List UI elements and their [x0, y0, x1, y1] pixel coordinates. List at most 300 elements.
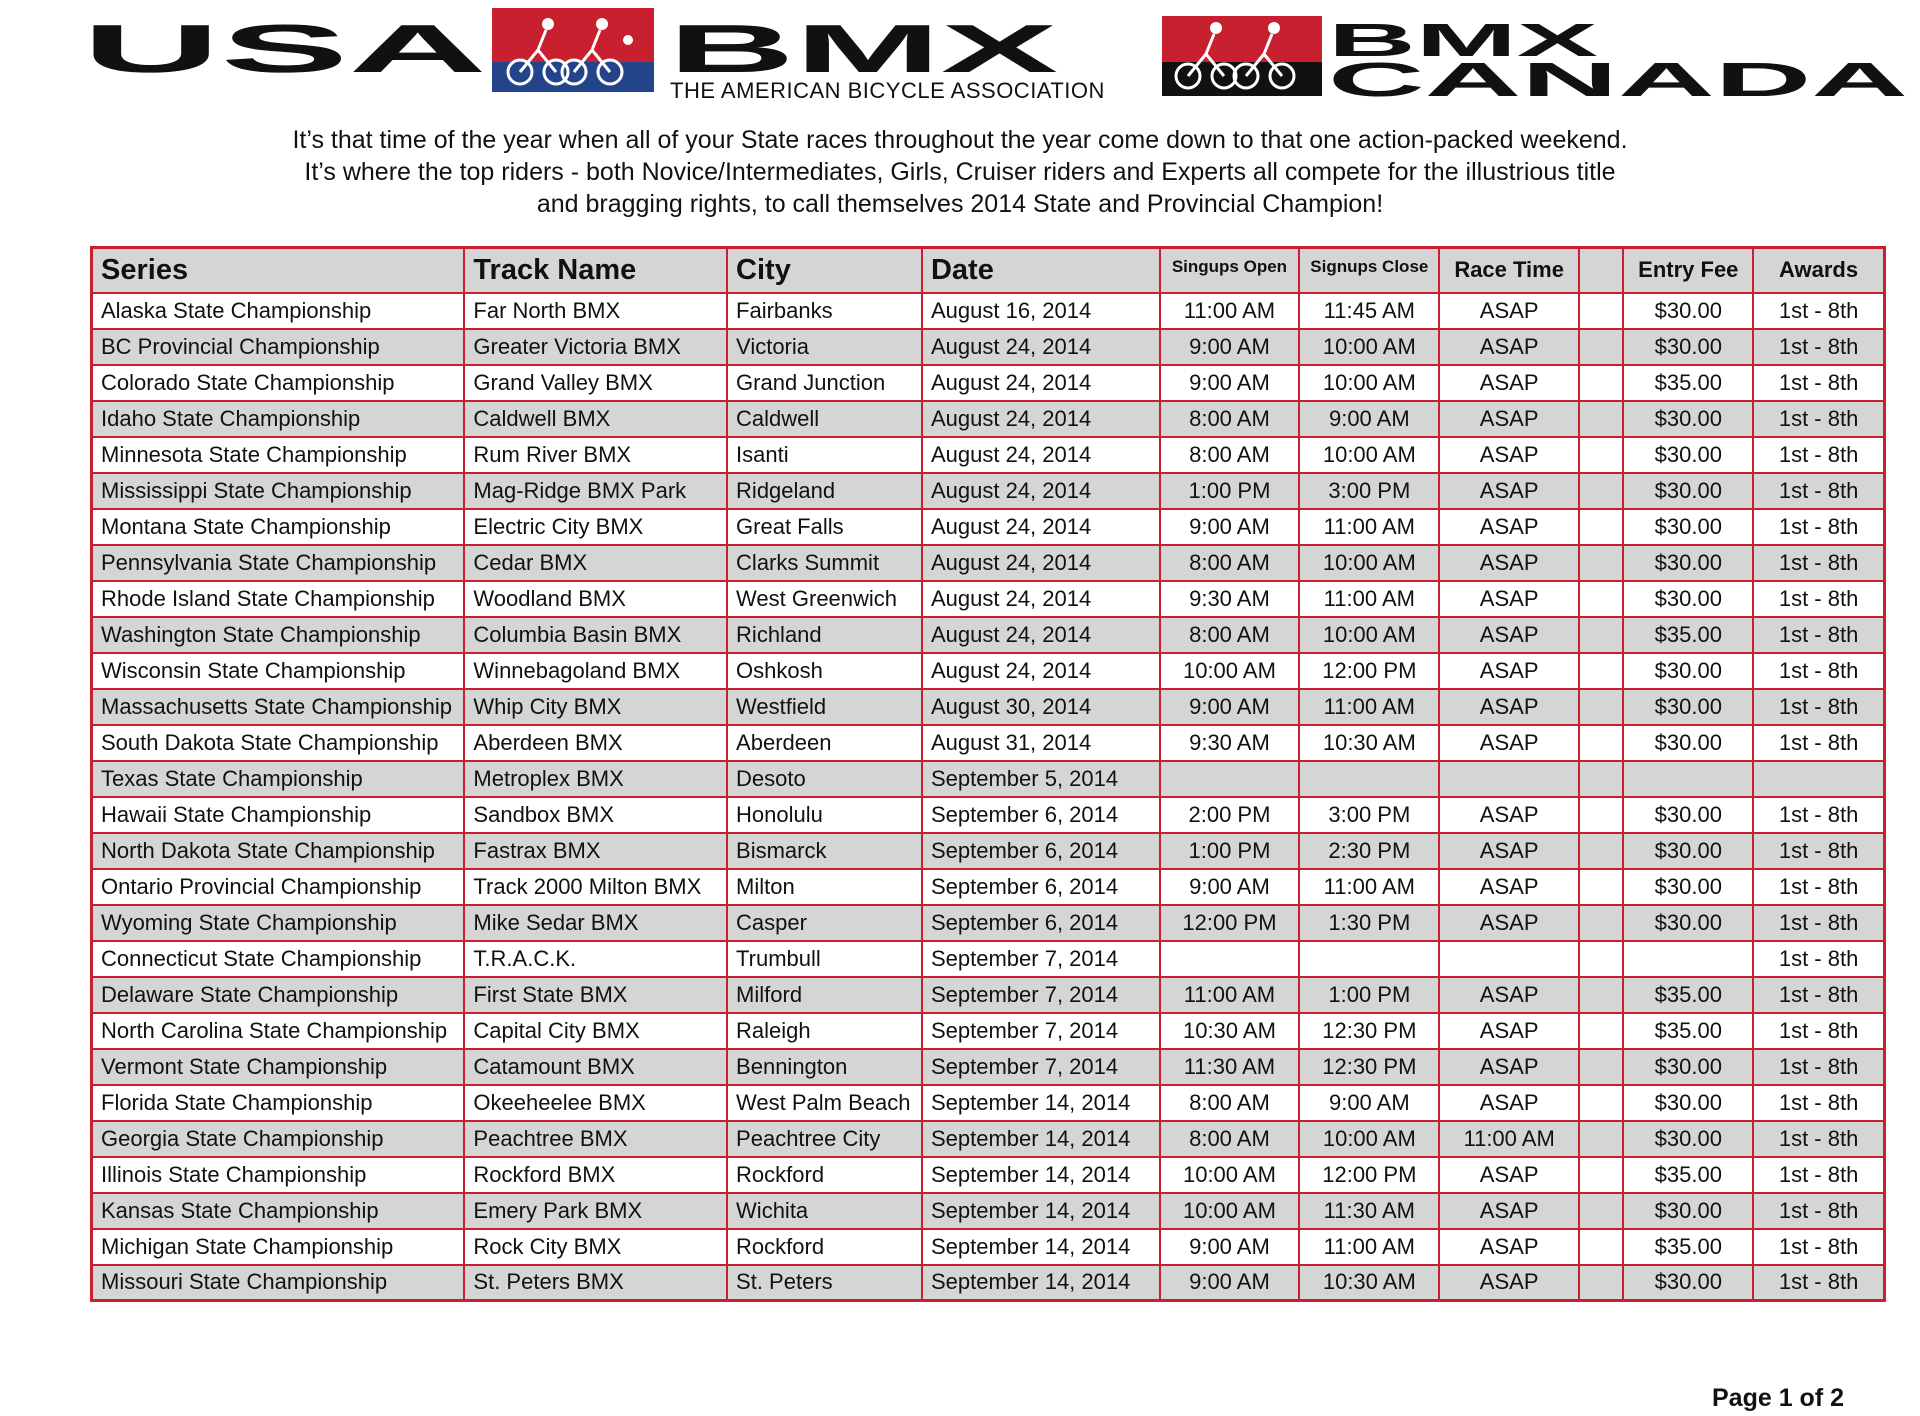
cell-date: September 7, 2014 — [922, 1049, 1160, 1085]
cell-blank — [1579, 401, 1623, 437]
cell-series: Kansas State Championship — [92, 1193, 465, 1229]
cell-city: Fairbanks — [727, 293, 922, 329]
cell-city: Oshkosh — [727, 653, 922, 689]
cell-entry-fee: $30.00 — [1623, 473, 1753, 509]
cell-awards: 1st - 8th — [1753, 581, 1884, 617]
cell-entry-fee: $30.00 — [1623, 509, 1753, 545]
cell-signups-close: 12:30 PM — [1299, 1013, 1439, 1049]
cell-signups-close: 12:00 PM — [1299, 1157, 1439, 1193]
cell-awards: 1st - 8th — [1753, 1265, 1884, 1301]
cell-entry-fee — [1623, 761, 1753, 797]
cell-signups-close: 10:00 AM — [1299, 329, 1439, 365]
cell-signups-close: 11:30 AM — [1299, 1193, 1439, 1229]
cell-entry-fee: $30.00 — [1623, 545, 1753, 581]
cell-awards: 1st - 8th — [1753, 689, 1884, 725]
cell-series: Vermont State Championship — [92, 1049, 465, 1085]
cell-signups-open: 9:00 AM — [1160, 689, 1300, 725]
cell-series: Idaho State Championship — [92, 401, 465, 437]
cell-signups-open: 8:00 AM — [1160, 545, 1300, 581]
cell-race-time: ASAP — [1439, 869, 1579, 905]
cell-signups-close: 10:00 AM — [1299, 545, 1439, 581]
cell-track-name: Caldwell BMX — [464, 401, 727, 437]
cell-date: August 16, 2014 — [922, 293, 1160, 329]
cell-track-name: Mike Sedar BMX — [464, 905, 727, 941]
cell-date: August 24, 2014 — [922, 473, 1160, 509]
cell-signups-open: 8:00 AM — [1160, 1121, 1300, 1157]
cell-signups-close: 11:00 AM — [1299, 581, 1439, 617]
usa-wordmark — [82, 11, 487, 87]
cell-race-time: ASAP — [1439, 617, 1579, 653]
cell-series: Rhode Island State Championship — [92, 581, 465, 617]
table-header-row — [92, 248, 1885, 293]
header-signups-close: Signups Close — [1299, 248, 1439, 293]
cell-date: August 24, 2014 — [922, 581, 1160, 617]
cell-signups-open: 9:00 AM — [1160, 365, 1300, 401]
cell-track-name: Sandbox BMX — [464, 797, 727, 833]
cell-signups-open: 9:30 AM — [1160, 725, 1300, 761]
cell-blank — [1579, 1013, 1623, 1049]
cell-series: BC Provincial Championship — [92, 329, 465, 365]
intro-line-2: It’s where the top riders - both Novice/Intermediates, Girls, Cruiser riders and Experts all compete for the illustrious title — [304, 158, 1616, 186]
cell-signups-close: 12:00 PM — [1299, 653, 1439, 689]
cell-signups-open: 9:00 AM — [1160, 329, 1300, 365]
cell-race-time: ASAP — [1439, 329, 1579, 365]
cell-city: West Palm Beach — [727, 1085, 922, 1121]
header-blank — [1579, 248, 1623, 293]
cell-blank — [1579, 1157, 1623, 1193]
cell-series: South Dakota State Championship — [92, 725, 465, 761]
cell-entry-fee: $30.00 — [1623, 797, 1753, 833]
cell-track-name: Capital City BMX — [464, 1013, 727, 1049]
cell-awards — [1753, 761, 1884, 797]
cell-track-name: Greater Victoria BMX — [464, 329, 727, 365]
cell-entry-fee: $30.00 — [1623, 1085, 1753, 1121]
cell-entry-fee: $30.00 — [1623, 401, 1753, 437]
cell-blank — [1579, 1121, 1623, 1157]
cell-series: Hawaii State Championship — [92, 797, 465, 833]
cell-blank — [1579, 833, 1623, 869]
cell-date: September 14, 2014 — [922, 1121, 1160, 1157]
cell-date: August 24, 2014 — [922, 365, 1160, 401]
cell-date: September 6, 2014 — [922, 833, 1160, 869]
cell-signups-open: 8:00 AM — [1160, 617, 1300, 653]
cell-entry-fee: $35.00 — [1623, 617, 1753, 653]
cell-race-time: ASAP — [1439, 689, 1579, 725]
canada-bmx-word: BMX — [1328, 14, 1599, 66]
cell-awards: 1st - 8th — [1753, 905, 1884, 941]
cell-blank — [1579, 905, 1623, 941]
table-row — [92, 725, 1885, 761]
cell-track-name: Rockford BMX — [464, 1157, 727, 1193]
cell-signups-open: 1:00 PM — [1160, 473, 1300, 509]
cell-signups-close — [1299, 941, 1439, 977]
cell-entry-fee: $35.00 — [1623, 365, 1753, 401]
cell-signups-close: 3:00 PM — [1299, 473, 1439, 509]
cell-track-name: First State BMX — [464, 977, 727, 1013]
cell-awards: 1st - 8th — [1753, 1229, 1884, 1265]
cell-series: Mississippi State Championship — [92, 473, 465, 509]
cell-blank — [1579, 689, 1623, 725]
cell-series: Connecticut State Championship — [92, 941, 465, 977]
cell-entry-fee: $30.00 — [1623, 689, 1753, 725]
cell-race-time: ASAP — [1439, 581, 1579, 617]
cell-series: Wyoming State Championship — [92, 905, 465, 941]
cell-awards: 1st - 8th — [1753, 941, 1884, 977]
cell-signups-open: 1:00 PM — [1160, 833, 1300, 869]
cell-track-name: T.R.A.C.K. — [464, 941, 727, 977]
cell-track-name: Peachtree BMX — [464, 1121, 727, 1157]
table-row — [92, 1121, 1885, 1157]
cell-awards: 1st - 8th — [1753, 437, 1884, 473]
cell-entry-fee: $30.00 — [1623, 869, 1753, 905]
cell-blank — [1579, 941, 1623, 977]
cell-blank — [1579, 545, 1623, 581]
cell-signups-open — [1160, 941, 1300, 977]
cell-race-time: ASAP — [1439, 905, 1579, 941]
table-row — [92, 1085, 1885, 1121]
table-row — [92, 905, 1885, 941]
cell-entry-fee: $30.00 — [1623, 725, 1753, 761]
cell-date: September 14, 2014 — [922, 1193, 1160, 1229]
cell-city: Bennington — [727, 1049, 922, 1085]
cell-race-time: ASAP — [1439, 833, 1579, 869]
cell-series: Missouri State Championship — [92, 1265, 465, 1301]
table-row — [92, 689, 1885, 725]
cell-signups-close: 10:00 AM — [1299, 437, 1439, 473]
cell-signups-open: 11:30 AM — [1160, 1049, 1300, 1085]
cell-city: Richland — [727, 617, 922, 653]
cell-race-time: ASAP — [1439, 509, 1579, 545]
cell-signups-close: 11:00 AM — [1299, 689, 1439, 725]
cell-race-time: ASAP — [1439, 1049, 1579, 1085]
table-row — [92, 1193, 1885, 1229]
cell-city: Clarks Summit — [727, 545, 922, 581]
cell-track-name: Columbia Basin BMX — [464, 617, 727, 653]
cell-city: Trumbull — [727, 941, 922, 977]
cell-signups-open: 9:00 AM — [1160, 869, 1300, 905]
cell-signups-open: 9:00 AM — [1160, 1229, 1300, 1265]
table-row — [92, 581, 1885, 617]
cell-awards: 1st - 8th — [1753, 833, 1884, 869]
header-date: Date — [922, 248, 1160, 293]
cell-signups-close: 2:30 PM — [1299, 833, 1439, 869]
cell-city: Casper — [727, 905, 922, 941]
table-row — [92, 365, 1885, 401]
cell-entry-fee: $30.00 — [1623, 293, 1753, 329]
cell-blank — [1579, 617, 1623, 653]
cell-track-name: Emery Park BMX — [464, 1193, 727, 1229]
cell-date: August 31, 2014 — [922, 725, 1160, 761]
cell-race-time: 11:00 AM — [1439, 1121, 1579, 1157]
table-row — [92, 977, 1885, 1013]
cell-track-name: Fastrax BMX — [464, 833, 727, 869]
cell-city: Wichita — [727, 1193, 922, 1229]
cell-blank — [1579, 1193, 1623, 1229]
cell-race-time: ASAP — [1439, 545, 1579, 581]
abca-tagline: THE AMERICAN BICYCLE ASSOCIATION — [670, 78, 1105, 103]
table-row — [92, 941, 1885, 977]
cell-date: September 14, 2014 — [922, 1229, 1160, 1265]
cell-entry-fee: $30.00 — [1623, 437, 1753, 473]
cell-series: Montana State Championship — [92, 509, 465, 545]
cell-awards: 1st - 8th — [1753, 1013, 1884, 1049]
cell-date: August 24, 2014 — [922, 437, 1160, 473]
cell-series: Michigan State Championship — [92, 1229, 465, 1265]
cell-city: Aberdeen — [727, 725, 922, 761]
cell-city: Desoto — [727, 761, 922, 797]
cell-race-time: ASAP — [1439, 1085, 1579, 1121]
header-entry-fee: Entry Fee — [1623, 248, 1753, 293]
cell-signups-open: 10:30 AM — [1160, 1013, 1300, 1049]
cell-track-name: Grand Valley BMX — [464, 365, 727, 401]
cell-date: August 24, 2014 — [922, 545, 1160, 581]
table-row — [92, 1157, 1885, 1193]
cell-race-time: ASAP — [1439, 401, 1579, 437]
cell-awards: 1st - 8th — [1753, 473, 1884, 509]
cell-city: Peachtree City — [727, 1121, 922, 1157]
cell-series: Pennsylvania State Championship — [92, 545, 465, 581]
cell-race-time: ASAP — [1439, 1193, 1579, 1229]
cell-date: September 7, 2014 — [922, 941, 1160, 977]
cell-city: Honolulu — [727, 797, 922, 833]
logo-header — [0, 0, 1920, 112]
cell-race-time — [1439, 761, 1579, 797]
cell-signups-open: 10:00 AM — [1160, 1193, 1300, 1229]
bmx-canada-badge-icon — [1162, 16, 1322, 96]
cell-signups-close: 1:00 PM — [1299, 977, 1439, 1013]
cell-race-time: ASAP — [1439, 653, 1579, 689]
cell-signups-open: 11:00 AM — [1160, 293, 1300, 329]
cell-awards: 1st - 8th — [1753, 1157, 1884, 1193]
header-awards: Awards — [1753, 248, 1884, 293]
cell-track-name: Rock City BMX — [464, 1229, 727, 1265]
cell-awards: 1st - 8th — [1753, 869, 1884, 905]
cell-series: Washington State Championship — [92, 617, 465, 653]
header-signups-open: Singups Open — [1160, 248, 1300, 293]
cell-track-name: Cedar BMX — [464, 545, 727, 581]
cell-entry-fee: $30.00 — [1623, 905, 1753, 941]
cell-signups-open: 10:00 AM — [1160, 1157, 1300, 1193]
cell-signups-open: 9:30 AM — [1160, 581, 1300, 617]
cell-awards: 1st - 8th — [1753, 509, 1884, 545]
table-row — [92, 617, 1885, 653]
cell-signups-close: 10:00 AM — [1299, 365, 1439, 401]
cell-track-name: Metroplex BMX — [464, 761, 727, 797]
cell-signups-close — [1299, 761, 1439, 797]
cell-awards: 1st - 8th — [1753, 293, 1884, 329]
cell-blank — [1579, 581, 1623, 617]
cell-date: September 14, 2014 — [922, 1265, 1160, 1301]
cell-blank — [1579, 473, 1623, 509]
cell-date: September 14, 2014 — [922, 1085, 1160, 1121]
cell-race-time — [1439, 941, 1579, 977]
cell-series: Wisconsin State Championship — [92, 653, 465, 689]
cell-track-name: Electric City BMX — [464, 509, 727, 545]
cell-date: September 6, 2014 — [922, 905, 1160, 941]
cell-series: Massachusetts State Championship — [92, 689, 465, 725]
cell-signups-close: 10:00 AM — [1299, 617, 1439, 653]
cell-city: Raleigh — [727, 1013, 922, 1049]
cell-signups-close: 10:30 AM — [1299, 1265, 1439, 1301]
cell-city: Ridgeland — [727, 473, 922, 509]
cell-signups-close: 11:00 AM — [1299, 869, 1439, 905]
cell-signups-open — [1160, 761, 1300, 797]
cell-entry-fee: $30.00 — [1623, 581, 1753, 617]
cell-race-time: ASAP — [1439, 437, 1579, 473]
cell-blank — [1579, 1049, 1623, 1085]
table-row — [92, 509, 1885, 545]
cell-blank — [1579, 1229, 1623, 1265]
table-row — [92, 1265, 1885, 1301]
table-row — [92, 293, 1885, 329]
table-row — [92, 437, 1885, 473]
cell-city: Isanti — [727, 437, 922, 473]
cell-track-name: Mag-Ridge BMX Park — [464, 473, 727, 509]
cell-series: North Dakota State Championship — [92, 833, 465, 869]
cell-date: September 6, 2014 — [922, 797, 1160, 833]
cell-track-name: St. Peters BMX — [464, 1265, 727, 1301]
cell-signups-close: 1:30 PM — [1299, 905, 1439, 941]
cell-date: September 7, 2014 — [922, 977, 1160, 1013]
cell-blank — [1579, 293, 1623, 329]
cell-series: Ontario Provincial Championship — [92, 869, 465, 905]
cell-date: August 24, 2014 — [922, 653, 1160, 689]
cell-signups-open: 9:00 AM — [1160, 1265, 1300, 1301]
cell-awards: 1st - 8th — [1753, 1121, 1884, 1157]
cell-race-time: ASAP — [1439, 1229, 1579, 1265]
cell-awards: 1st - 8th — [1753, 977, 1884, 1013]
cell-date: September 14, 2014 — [922, 1157, 1160, 1193]
cell-city: West Greenwich — [727, 581, 922, 617]
cell-city: Rockford — [727, 1157, 922, 1193]
cell-series: Minnesota State Championship — [92, 437, 465, 473]
cell-series: Illinois State Championship — [92, 1157, 465, 1193]
cell-track-name: Whip City BMX — [464, 689, 727, 725]
intro-line-1: It’s that time of the year when all of your State races throughout the year come down to that one action-packed weekend. — [292, 126, 1628, 154]
cell-entry-fee: $35.00 — [1623, 977, 1753, 1013]
cell-entry-fee: $30.00 — [1623, 1265, 1753, 1301]
cell-awards: 1st - 8th — [1753, 617, 1884, 653]
cell-track-name: Track 2000 Milton BMX — [464, 869, 727, 905]
header-track-name: Track Name — [464, 248, 727, 293]
header-city: City — [727, 248, 922, 293]
header-series: Series — [92, 248, 465, 293]
table-row — [92, 1013, 1885, 1049]
cell-blank — [1579, 869, 1623, 905]
cell-race-time: ASAP — [1439, 365, 1579, 401]
table-row — [92, 329, 1885, 365]
cell-signups-open: 8:00 AM — [1160, 1085, 1300, 1121]
cell-blank — [1579, 797, 1623, 833]
cell-track-name: Okeeheelee BMX — [464, 1085, 727, 1121]
table-row — [92, 1229, 1885, 1265]
table-row — [92, 761, 1885, 797]
cell-awards: 1st - 8th — [1753, 1193, 1884, 1229]
cell-race-time: ASAP — [1439, 797, 1579, 833]
cell-entry-fee: $35.00 — [1623, 1157, 1753, 1193]
cell-series: Georgia State Championship — [92, 1121, 465, 1157]
cell-signups-close: 9:00 AM — [1299, 1085, 1439, 1121]
cell-signups-close: 11:00 AM — [1299, 1229, 1439, 1265]
cell-series: Colorado State Championship — [92, 365, 465, 401]
cell-series: Delaware State Championship — [92, 977, 465, 1013]
table-row — [92, 545, 1885, 581]
cell-signups-open: 8:00 AM — [1160, 437, 1300, 473]
cell-track-name: Catamount BMX — [464, 1049, 727, 1085]
cell-awards: 1st - 8th — [1753, 365, 1884, 401]
cell-date: September 5, 2014 — [922, 761, 1160, 797]
cell-track-name: Far North BMX — [464, 293, 727, 329]
cell-city: Great Falls — [727, 509, 922, 545]
cell-date: September 6, 2014 — [922, 869, 1160, 905]
cell-series: Florida State Championship — [92, 1085, 465, 1121]
cell-track-name: Woodland BMX — [464, 581, 727, 617]
cell-entry-fee: $30.00 — [1623, 329, 1753, 365]
table-body — [92, 293, 1885, 1301]
intro-line-3: and bragging rights, to call themselves 2014 State and Provincial Champion! — [536, 190, 1384, 218]
canada-word: CANADA — [1328, 54, 1908, 107]
cell-city: Rockford — [727, 1229, 922, 1265]
cell-city: Victoria — [727, 329, 922, 365]
cell-city: Caldwell — [727, 401, 922, 437]
cell-awards: 1st - 8th — [1753, 329, 1884, 365]
cell-signups-close: 12:30 PM — [1299, 1049, 1439, 1085]
cell-signups-close: 11:45 AM — [1299, 293, 1439, 329]
cell-awards: 1st - 8th — [1753, 401, 1884, 437]
cell-entry-fee: $35.00 — [1623, 1229, 1753, 1265]
cell-signups-close: 10:00 AM — [1299, 1121, 1439, 1157]
cell-signups-close: 3:00 PM — [1299, 797, 1439, 833]
usa-word: USA — [82, 11, 488, 87]
cell-series: Alaska State Championship — [92, 293, 465, 329]
usa-bmx-badge-icon — [492, 8, 654, 92]
table-row — [92, 1049, 1885, 1085]
cell-entry-fee: $35.00 — [1623, 1013, 1753, 1049]
table-row — [92, 473, 1885, 509]
cell-blank — [1579, 1085, 1623, 1121]
page-number: Page 1 of 2 — [1712, 1384, 1844, 1412]
cell-blank — [1579, 365, 1623, 401]
cell-awards: 1st - 8th — [1753, 797, 1884, 833]
cell-entry-fee: $30.00 — [1623, 653, 1753, 689]
cell-signups-close: 11:00 AM — [1299, 509, 1439, 545]
cell-track-name: Winnebagoland BMX — [464, 653, 727, 689]
cell-entry-fee: $30.00 — [1623, 1121, 1753, 1157]
cell-signups-open: 8:00 AM — [1160, 401, 1300, 437]
cell-date: September 7, 2014 — [922, 1013, 1160, 1049]
cell-city: Grand Junction — [727, 365, 922, 401]
cell-signups-open: 12:00 PM — [1160, 905, 1300, 941]
cell-race-time: ASAP — [1439, 293, 1579, 329]
cell-date: August 24, 2014 — [922, 509, 1160, 545]
bmx-word: BMX — [668, 11, 1058, 87]
cell-race-time: ASAP — [1439, 473, 1579, 509]
cell-series: Texas State Championship — [92, 761, 465, 797]
cell-city: Milton — [727, 869, 922, 905]
cell-signups-open: 10:00 AM — [1160, 653, 1300, 689]
header-race-time: Race Time — [1439, 248, 1579, 293]
cell-entry-fee: $30.00 — [1623, 1193, 1753, 1229]
cell-date: August 30, 2014 — [922, 689, 1160, 725]
table-row — [92, 833, 1885, 869]
table-row — [92, 869, 1885, 905]
cell-entry-fee — [1623, 941, 1753, 977]
cell-race-time: ASAP — [1439, 1157, 1579, 1193]
cell-race-time: ASAP — [1439, 1265, 1579, 1301]
championship-schedule-table — [90, 246, 1886, 1302]
cell-awards: 1st - 8th — [1753, 1085, 1884, 1121]
cell-city: Milford — [727, 977, 922, 1013]
